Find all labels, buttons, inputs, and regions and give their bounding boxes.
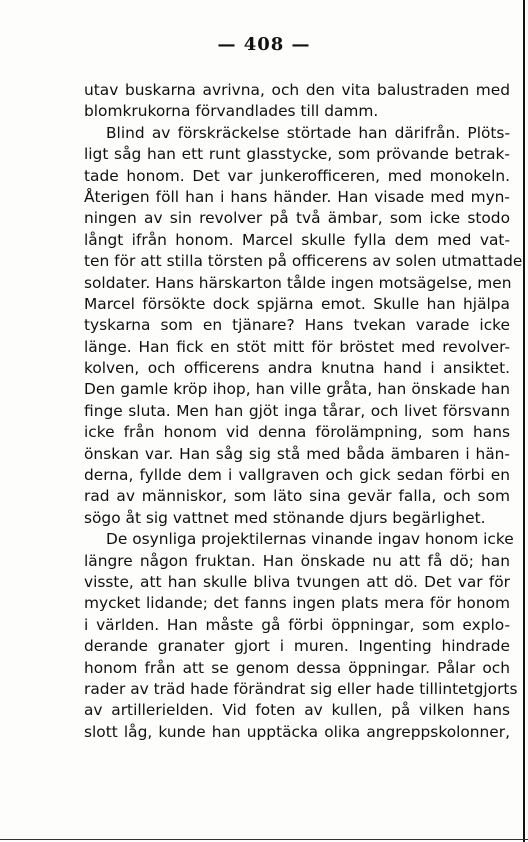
text-line: tade honom. Det var junkerofficeren, med monokeln. <box>84 166 510 185</box>
text-line: önskan var. Han såg sig stå med båda ämbaren i hän- <box>84 444 510 463</box>
paragraph-start-line: De osynliga projektilernas vinande ingav honom icke <box>106 530 514 549</box>
text-line: honom från att se genom dessa öppningar. Pålar och <box>84 658 510 677</box>
text-line: derna, fyllde dem i vallgraven och gick sedan förbi en <box>84 466 510 485</box>
text-line: rader av träd hade förändrat sig eller hade tillintetgjorts <box>84 679 518 698</box>
text-line: länge. Han fick en stöt mitt för bröstet med revolver- <box>84 337 510 356</box>
text-line: långt ifrån honom. Marcel skulle fylla dem med vat- <box>84 230 510 249</box>
text-line: tyskarna som en tjänare? Hans tvekan varade icke <box>84 316 510 335</box>
text-line: Den gamle kröp ihop, han ville gråta, han önskade han <box>84 380 510 399</box>
text-line: blomkrukorna förvandlades till damm. <box>84 102 379 121</box>
text-line: ligt såg han ett runt glasstycke, som prövande betrak- <box>84 145 510 164</box>
body-text <box>84 80 523 743</box>
text-line: soldater. Hans härskarton tålde ingen motsägelse, men <box>84 273 512 292</box>
text-line: i världen. Han måste gå förbi öppningar, som explo- <box>84 615 510 634</box>
text-line: Marcel försökte dock spjärna emot. Skulle han hjälpa <box>84 294 510 313</box>
text-line: kolven, och officerens andra knutna hand i ansiktet. <box>84 359 510 378</box>
text-line: ningen av sin revolver på två ämbar, som icke stodo <box>84 209 510 228</box>
text-line: finge sluta. Men han gjöt inga tårar, och livet försvann <box>84 401 510 420</box>
text-line: rad av människor, som läto sina gevär falla, och som <box>84 487 510 506</box>
text-line: sögo åt sig vattnet med stönande djurs begärlighet. <box>84 508 486 527</box>
text-line: ten för att stilla törsten på officerens av solen utmattade <box>84 252 523 271</box>
text-line: av artillerielden. Vid foten av kullen, på vilken hans <box>84 701 510 720</box>
page-number-header: — 408 — <box>217 34 311 55</box>
text-line: längre någon fruktan. Han önskade nu att få dö; han <box>84 551 510 570</box>
text-line: icke från honom vid denna förolämpning, som hans <box>84 423 510 442</box>
page-edge-right <box>523 0 525 842</box>
text-line: mycket lidande; det fanns ingen plats mera för honom <box>84 594 510 613</box>
page-edge-bottom <box>0 839 528 840</box>
text-line: derande granater gjort i muren. Ingenting hindrade <box>84 637 510 656</box>
text-line: slott låg, kunde han upptäcka olika angreppskolonner, <box>84 722 510 741</box>
paragraph-start-line: Blind av förskräckelse störtade han därifrån. Plöts- <box>106 123 510 142</box>
text-line: Återigen föll han i hans händer. Han visade med myn- <box>84 187 510 206</box>
text-line: utav buskarna avrivna, och den vita balustraden med <box>84 81 510 99</box>
text-line: visste, att han skulle bliva tvungen att dö. Det var för <box>84 572 510 591</box>
